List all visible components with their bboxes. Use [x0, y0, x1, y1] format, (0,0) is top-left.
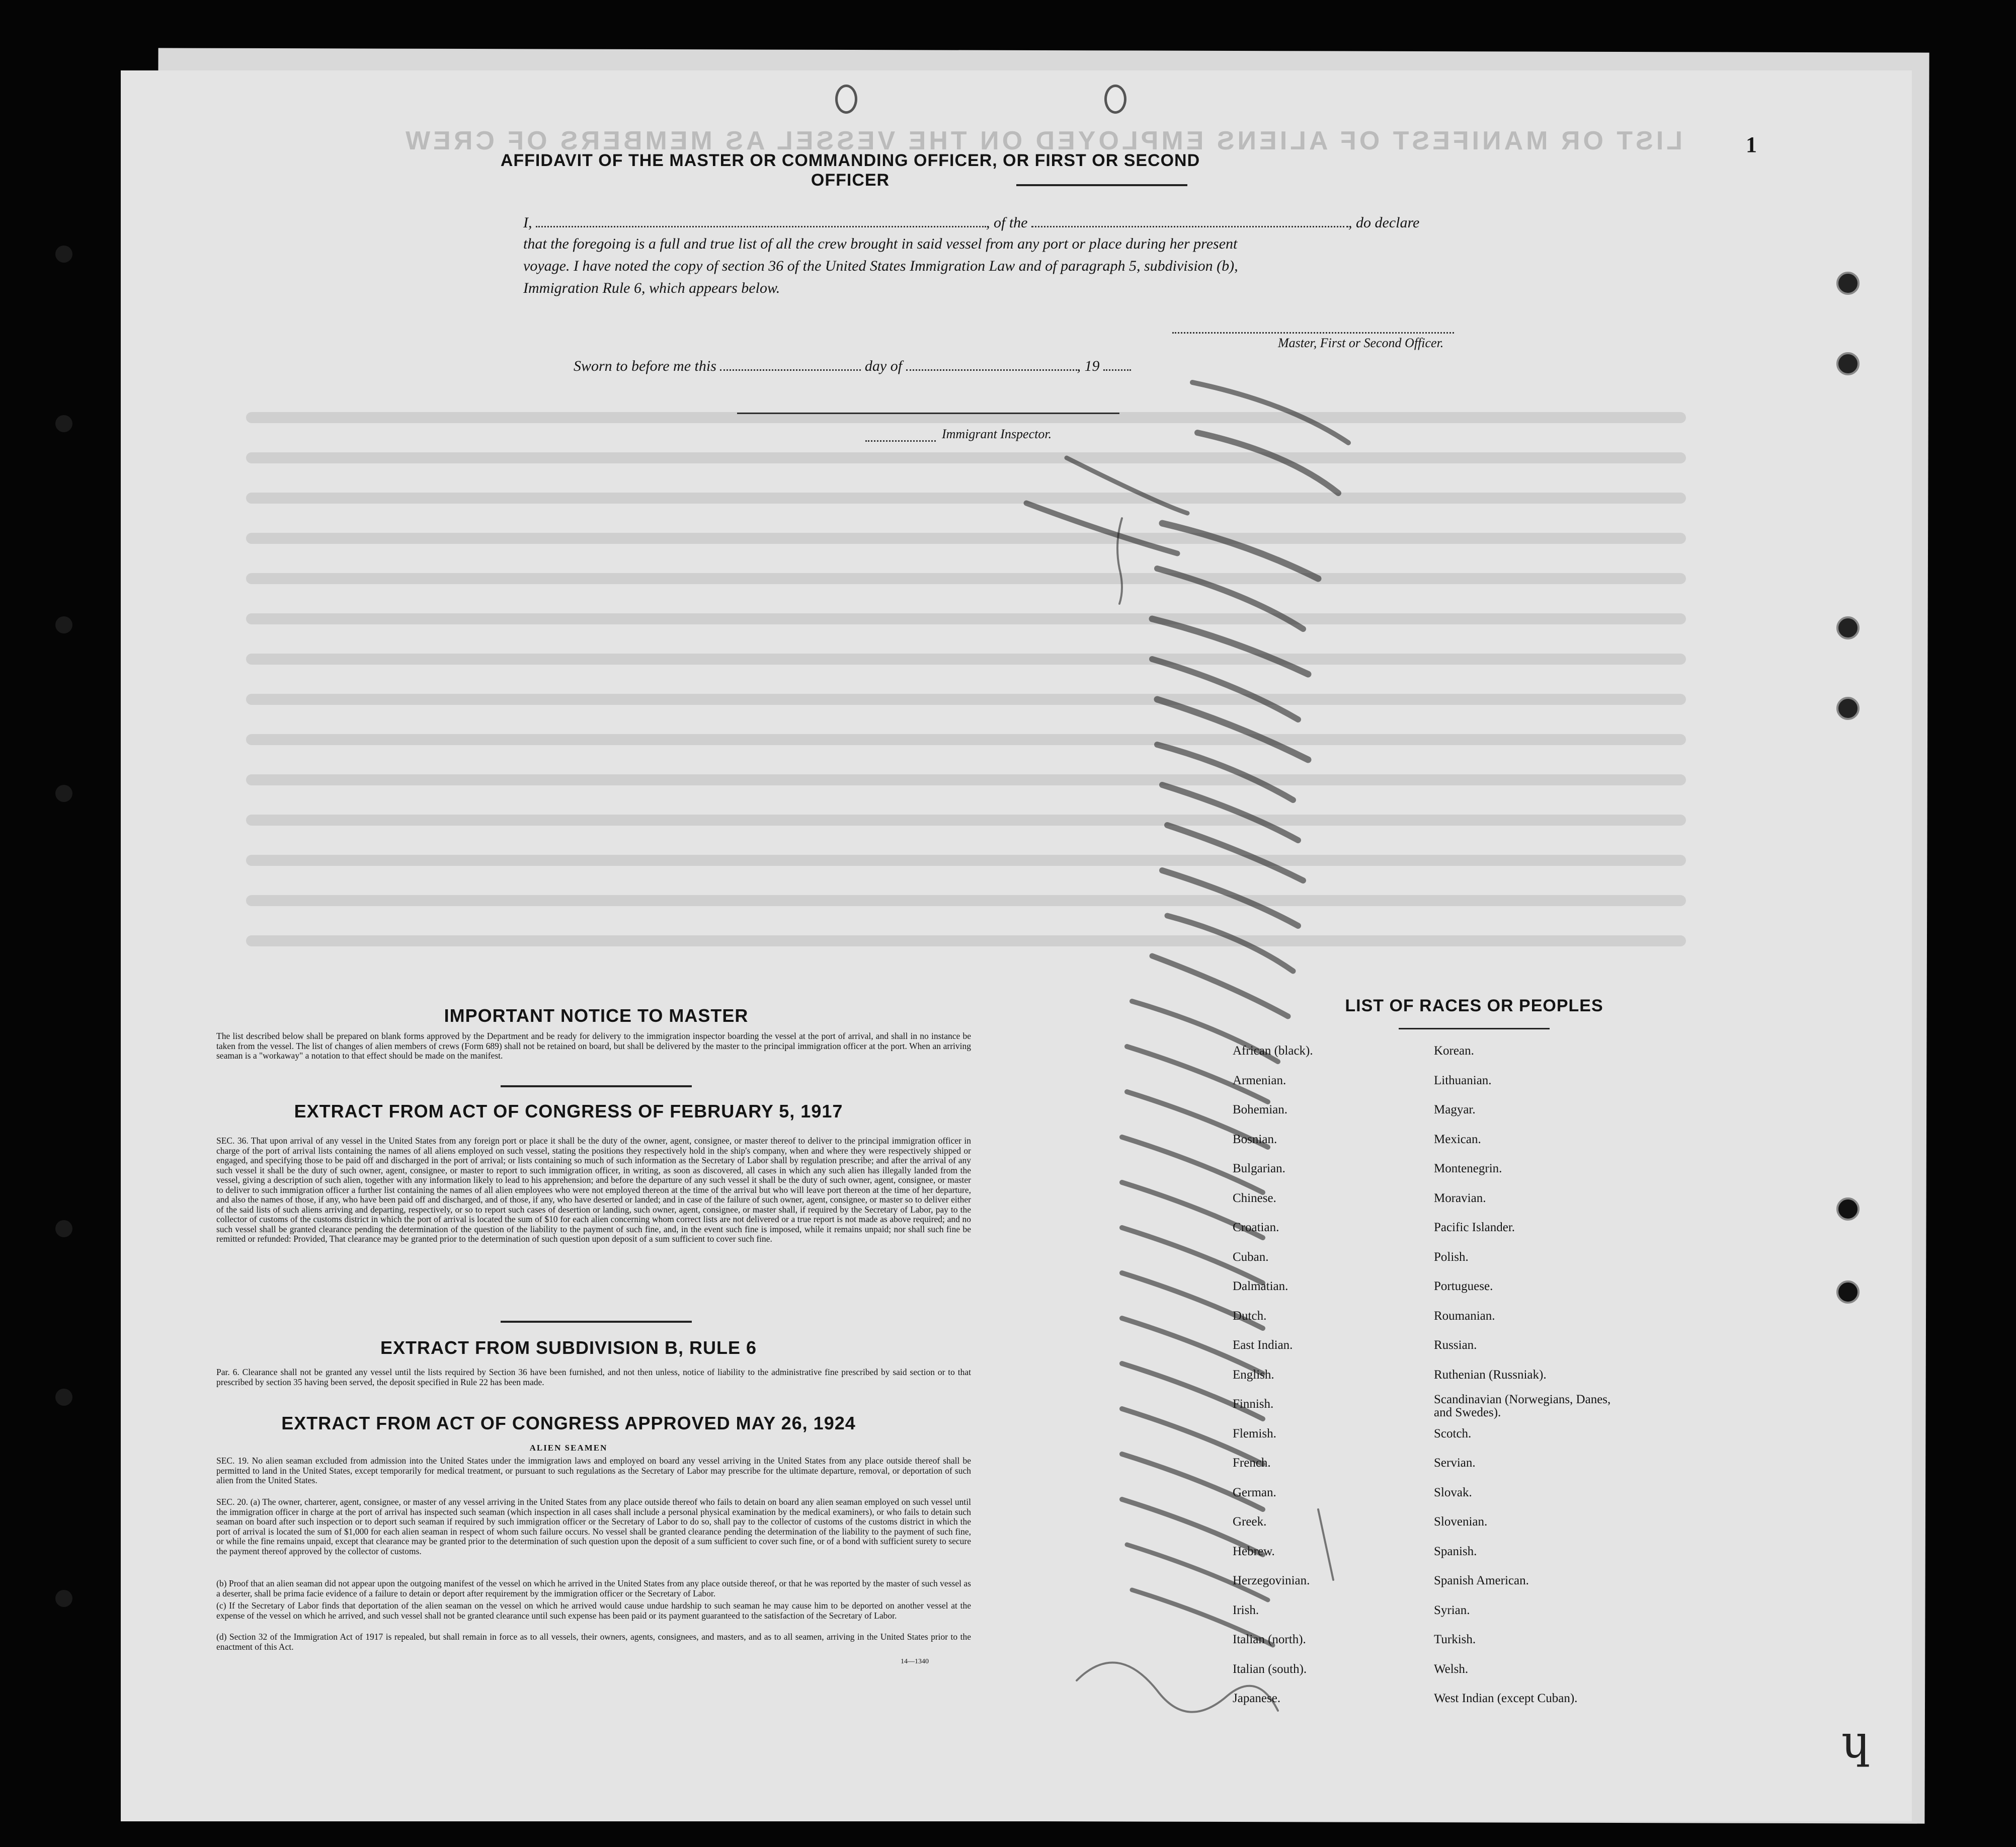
alien-seamen-subtitle: ALIEN SEAMEN [529, 1443, 608, 1453]
race-left-item: Italian (north). [1233, 1633, 1306, 1646]
race-left-item: Japanese. [1233, 1692, 1281, 1705]
extract-1924-title: EXTRACT FROM ACT OF CONGRESS APPROVED MAY 26, 1924 [281, 1413, 856, 1433]
corner-mark: ɥ [1841, 1716, 1871, 1769]
sec20d-body: (d) Section 32 of the Immigration Act of 1917 is repealed, but shall remain in force as to all vessels, their owners, agents, consignees, and masters, and as to all seamen, arriving in the United States prior to the enactment of this Act. [216, 1632, 971, 1652]
right-hole-6 [1836, 1280, 1860, 1304]
extract-1917-body: SEC. 36. That upon arrival of any vessel in the United States from any foreign port or place it shall be the duty of the owner, agent, consignee, or master thereof to deliver to the principal immigration officer in charge of the port of arrival lists containing the names of all aliens employed on such vessel, stating the positions they respectively hold in the ship's company, when and where they were respectively shipped or engaged, and specifying those to be paid off and discharged in the port of arrival; or lists containing so much of such information as the Secretary of Labor shall by regulation prescribe; and after the arrival of any such vessel it shall be the duty of such owner, agent, consignee, or master to report to such immigration officer, in writing, as soon as discovered, all cases in which any such alien has illegally landed from the vessel, giving a description of such alien, together with any information likely to lead to his apprehension; and before the departure of any such vessel it shall be the duty of such owner, agent, consignee, or master to deliver to such immigration officer a further list containing the names of all alien employees who were not employed thereon at the time of the arrival but who will leave port thereon at the time of her departure, and also the names of those, if any, who have been paid off and discharged, and of those, if any, who have deserted or landed; and in case of the failure of such owner, agent, consignee, or master so to deliver either of the said lists of such aliens arriving and departing, respectively, or so to report such cases of desertion or landing, such owner, agent, consignee, or master shall, if required by the Secretary of Labor, pay to the collector of customs of the customs district in which the port of arrival is located the sum of $10 for each alien concerning whom correct lists are not delivered or a true report is not made as above required; and no such vessel shall be granted clearance pending the determination of the question of the liability to the payment of such fine, and, in the event such fine is imposed, while it remains unpaid; nor shall such fine be remitted or refunded: Provided, That clearance may be granted prior to the determination of such question upon deposit of a sum sufficient to cover such fine. [216, 1136, 971, 1244]
race-right-item: Mexican. [1434, 1132, 1481, 1146]
race-right-item: Slovak. [1434, 1485, 1472, 1499]
race-right-item: Portuguese. [1434, 1279, 1493, 1293]
race-right-item: Lithuanian. [1434, 1073, 1492, 1087]
year-label: , 19 [1077, 358, 1100, 374]
race-right-item: Slovenian. [1434, 1515, 1488, 1529]
day-of-label: day of [864, 358, 903, 374]
binder-hole-1 [55, 246, 72, 263]
binder-hole-3 [55, 616, 72, 633]
page-number: 1 [1746, 132, 1757, 157]
rule6-title: EXTRACT FROM SUBDIVISION B, RULE 6 [380, 1337, 757, 1358]
extract-1917-title: EXTRACT FROM ACT OF CONGRESS OF FEBRUARY 5, 1917 [294, 1101, 843, 1121]
right-hole-5 [1836, 1197, 1860, 1221]
binder-hole-2 [55, 415, 72, 432]
race-left-item: East Indian. [1233, 1338, 1293, 1352]
race-right-item: Montenegrin. [1434, 1162, 1502, 1175]
race-right-item: Magyar. [1434, 1103, 1476, 1116]
affidavit-title: AFFIDAVIT OF THE MASTER OR COMMANDING OFFICER, OR FIRST OR SECOND OFFICER [500, 151, 1200, 190]
form-number: 14—1340 [901, 1658, 929, 1665]
race-right-item: Spanish American. [1434, 1574, 1529, 1587]
right-hole-1 [1836, 272, 1860, 295]
bleed-through-header: LIST OR MANIFEST OF ALIENS EMPLOYED ON THE VESSEL AS MEMBERS OF CREW [402, 126, 1682, 155]
race-right-item: West Indian (except Cuban). [1434, 1692, 1578, 1705]
race-right-item: Moravian. [1434, 1191, 1486, 1205]
race-left-item: Italian (south). [1233, 1662, 1307, 1676]
race-right-item: Pacific Islander. [1434, 1221, 1515, 1234]
race-left-item: Flemish. [1233, 1426, 1276, 1440]
race-left-item: Finnish. [1233, 1397, 1274, 1411]
notice-title: IMPORTANT NOTICE TO MASTER [444, 1005, 749, 1026]
race-right-item: Polish. [1434, 1250, 1469, 1264]
race-right-item: Korean. [1434, 1044, 1474, 1058]
race-left-item: Dutch. [1233, 1309, 1267, 1323]
declaration-line-3: voyage. I have noted the copy of section 36 of the United States Immigration Law and of paragraph 5, subdivision (b), [523, 258, 1238, 274]
right-hole-3 [1836, 616, 1860, 639]
document-page [121, 70, 1912, 1821]
sec20b-body: (b) Proof that an alien seaman did not appear upon the outgoing manifest of the vessel on which he arrived in the United States from any place outside thereof, or that he was reported by the master of such vessel as a deserter, shall be prima facie evidence of a failure to detain or deport after requirement by the immigration officer or the Secretary of Labor. [216, 1578, 971, 1598]
sec20a-body: SEC. 20. (a) The owner, charterer, agent, consignee, or master of any vessel arriving in the United States from any place outside thereof who fails to detain on board any alien seaman employed on such vessel until the immigration officer in charge at the port of arrival has inspected such seaman (which inspection in all cases shall include a personal physical examination by the medical examiners), or who fails to detain such seaman on board after such inspection or to deport such seaman if required by such immigration officer or the Secretary of Labor to do so, shall pay to the collector of customs of the customs district in which the port of arrival is located the sum of $1,000 for each alien seaman in respect of whom such failure occurs. No vessel shall be granted clearance pending the determination of the liability to the payment of such fine, or while the fine remains unpaid, except that clearance may be granted prior to the determination of such question upon the deposit of a sum sufficient to cover such fine, or of a bond with sufficient surety to secure the payment thereof approved by the collector of customs. [216, 1497, 971, 1556]
rule6-body: Par. 6. Clearance shall not be granted any vessel until the lists required by Section 36 have been furnished, and not then unless, notice of liability to the administrative fine prescribed by said section or to that prescribed by section 35 having been served, the deposit specified in Rule 22 has been made. [216, 1367, 971, 1387]
sec20c-body: (c) If the Secretary of Labor finds that deportation of the alien seaman on the vessel on which he arrived would cause undue hardship to such seaman he may cause him to be deported on another vessel at the expense of the vessel on which he arrived, and such vessel shall not be granted clearance until such expense has been paid or its payment guaranteed to the satisfaction of the Secretary of Labor. [216, 1600, 971, 1621]
race-left-item: German. [1233, 1485, 1276, 1499]
race-left-item: Irish. [1233, 1603, 1259, 1617]
races-title-rule [1399, 1028, 1550, 1029]
pencil-tick-marks [121, 70, 1912, 1821]
race-right-item: Syrian. [1434, 1603, 1470, 1617]
binder-hole-6 [55, 1389, 72, 1406]
race-left-item: English. [1233, 1368, 1274, 1382]
race-left-item: African (black). [1233, 1044, 1313, 1058]
binder-hole-4 [55, 785, 72, 802]
races-title: LIST OF RACES OR PEOPLES [1345, 996, 1603, 1015]
race-left-item: Hebrew. [1233, 1544, 1275, 1558]
master-label: Master, First or Second Officer. [1278, 336, 1444, 350]
race-left-item: Bohemian. [1233, 1103, 1288, 1116]
race-left-item: Armenian. [1233, 1073, 1286, 1087]
declaration-line-4: Immigration Rule 6, which appears below. [523, 280, 780, 296]
race-right-item: Russian. [1434, 1338, 1477, 1352]
notice-body: The list described below shall be prepared on blank forms approved by the Department and be ready for delivery to the immigration inspector boarding the vessel at the port of arrival, and shall in no instance be taken from the vessel. The list of changes of alien members of crews (Form 689) shall not be retained on board, but shall be delivered by the master to the principal immigration officer at the port. When an arriving seaman is a "workaway" a notation to that effect should be made on the manifest. [216, 1031, 971, 1061]
race-right-item: Welsh. [1434, 1662, 1469, 1676]
sworn-label: Sworn to before me this [574, 358, 716, 374]
inspector-label: Immigrant Inspector. [942, 427, 1052, 441]
binder-hole-5 [55, 1220, 72, 1237]
notice-rule [501, 1085, 692, 1087]
race-right-item: Spanish. [1434, 1544, 1477, 1558]
sec19-body: SEC. 19. No alien seaman excluded from admission into the United States under the immigration laws and employed on board any vessel arriving in the United States from any place outside thereof shall be permitted to land in the United States, except temporarily for medical treatment, or pursuant to such regulations as the Secretary of Labor may prescribe for the ultimate departure, removal, or deportation of such alien from the United States. [216, 1456, 971, 1485]
race-left-item: Greek. [1233, 1515, 1267, 1529]
race-left-item: Bulgarian. [1233, 1162, 1285, 1175]
race-left-item: Cuban. [1233, 1250, 1269, 1264]
right-hole-2 [1836, 352, 1860, 375]
right-hole-4 [1836, 697, 1860, 720]
declaration-line-2: that the foregoing is a full and true list of all the crew brought in said vessel from any port or place during her present [523, 235, 1238, 252]
race-left-item: Dalmatian. [1233, 1279, 1288, 1293]
race-right-item: Scandinavian (Norwegians, Danes, and Swedes). [1434, 1393, 1611, 1419]
decl-do-declare: , do declare [1348, 214, 1420, 231]
decl-of-the: , of the [986, 214, 1028, 231]
race-left-item: Herzegovinian. [1233, 1574, 1310, 1587]
race-right-item: Servian. [1434, 1456, 1476, 1470]
race-right-item: Ruthenian (Russniak). [1434, 1368, 1547, 1382]
extract-1917-rule [501, 1321, 692, 1323]
race-left-item: Croatian. [1233, 1221, 1279, 1234]
binder-hole-7 [55, 1590, 72, 1607]
decl-i: I, [523, 214, 532, 231]
race-left-item: Chinese. [1233, 1191, 1276, 1205]
race-right-item: Turkish. [1434, 1633, 1476, 1646]
race-right-item: Scotch. [1434, 1426, 1472, 1440]
race-left-item: Bosnian. [1233, 1132, 1277, 1146]
race-right-item: Roumanian. [1434, 1309, 1495, 1323]
race-left-item: French. [1233, 1456, 1271, 1470]
